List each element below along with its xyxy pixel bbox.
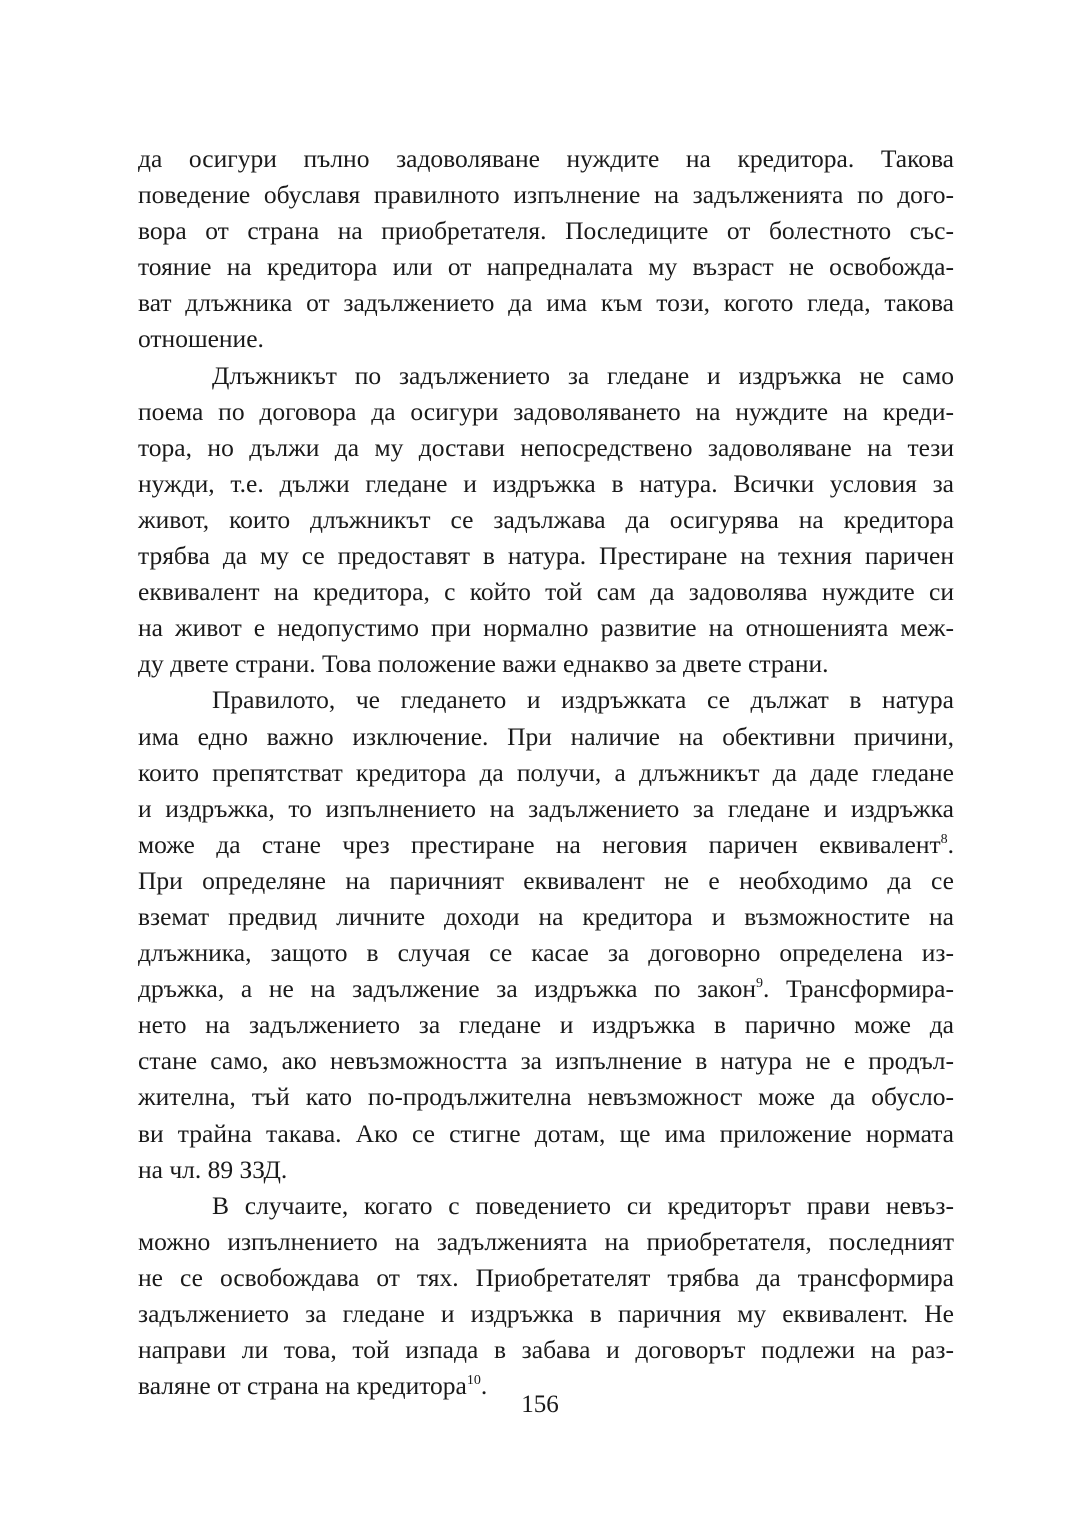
- text-segment: валяне от страна на кредитора: [138, 1371, 467, 1401]
- paragraph-3: [138, 682, 954, 1187]
- text-line: можно изпълнението на задълженията на приобретателя, последният: [138, 1226, 954, 1256]
- text-line: вземат предвид личните доходи на кредитора и възможностите на: [138, 901, 954, 931]
- footnote-ref-10[interactable]: 10: [466, 1373, 481, 1389]
- text-line: ват длъжника от задължението да има към този, когото гледа, такова: [138, 288, 954, 318]
- text-line: ви трайна такава. Ако се стигне дотам, ще има приложение нормата: [138, 1118, 954, 1148]
- text-segment: . Трансформира-: [763, 974, 954, 1004]
- text-segment: дръжка, а не на задължение за издръжка по закон: [138, 974, 757, 1004]
- page-number: 156: [521, 1391, 559, 1418]
- text-line: ду двете страни. Това положение важи еднакво за двете страни.: [138, 649, 829, 679]
- text-line: живот, които длъжникът се задължава да осигурява на кредитора: [138, 504, 954, 534]
- text-line: Длъжникът по задължението за гледане и издръжка не само: [212, 360, 954, 390]
- text-line: В случаите, когато с поведението си кредиторът прави невъз-: [212, 1190, 954, 1220]
- text-line-with-footnote: валяне от страна на кредитора$^{10}$.: [138, 1371, 488, 1401]
- text-line: При определяне на паричният еквивалент не е необходимо да се: [138, 865, 954, 895]
- text-line: Правилото, че гледането и издръжката се дължат в натура: [212, 685, 954, 715]
- page-body: [138, 141, 954, 1404]
- text-line: нето на задължението за гледане и издръжка в парично може да: [138, 1010, 954, 1040]
- text-line: тора, но дължи да му достави непосредствено задоволяване на тези: [138, 432, 954, 462]
- text-line: на живот е недопустимо при нормално развитие на отношенията меж-: [138, 613, 954, 643]
- text-line: не се освобождава от тях. Приобретателят трябва да трансформира: [138, 1262, 954, 1292]
- text-line: има едно важно изключение. При наличие на обективни причини,: [138, 721, 954, 751]
- text-line: стане само, ако невъзможността за изпълнение в натура не е продъл-: [138, 1046, 954, 1076]
- text-line: длъжника, защото в случая се касае за договорно определена из-: [138, 938, 954, 968]
- text-segment: може да стане чрез престиране на неговия паричен еквивалент: [138, 829, 941, 859]
- text-line: тояние на кредитора или от напредналата му възраст не освобожда-: [138, 252, 954, 282]
- text-line-with-footnote: [138, 971, 954, 1007]
- footnote-ref-8[interactable]: 8: [940, 831, 948, 847]
- paragraph-4: [138, 1188, 954, 1405]
- text-line: поведение обуславя правилното изпълнение на задълженията по дого-: [138, 180, 954, 210]
- paragraph-2: [138, 358, 954, 683]
- text-line: поема по договора да осигури задоволяването на нуждите на креди-: [138, 396, 954, 426]
- text-line: на чл. 89 ЗЗД.: [138, 1154, 288, 1184]
- text-line: нужди, т.е. дължи гледане и издръжка в натура. Всички условия за: [138, 468, 954, 498]
- text-line: които препятстват кредитора да получи, а длъжникът да даде гледане: [138, 757, 954, 787]
- text-line: направи ли това, той изпада в забава и договорът подлежи на раз-: [138, 1335, 954, 1365]
- paragraph-1: [138, 141, 954, 358]
- text-line-with-footnote: може да стане чрез престиране на неговия паричен еквивалент$^8$.: [138, 829, 954, 859]
- text-line: жителна, тъй като по-продължителна невъзможност може да обусло-: [138, 1082, 954, 1112]
- text-line: еквивалент на кредитора, с който той сам да задоволява нуждите си: [138, 577, 954, 607]
- text-line: трябва да му се предоставят в натура. Престиране на техния паричен: [138, 541, 954, 571]
- text-line: и издръжка, то изпълнението на задължението за гледане и издръжка: [138, 793, 954, 823]
- footnote-ref-9[interactable]: 9: [756, 976, 764, 992]
- text-line: задължението за гледане и издръжка в паричния му еквивалент. Не: [138, 1299, 954, 1328]
- text-line: отношение.: [138, 324, 264, 354]
- text-line: да осигури пълно задоволяване нуждите на кредитора. Такова: [138, 144, 954, 173]
- text-line: вора от страна на приобретателя. Последиците от болестното със-: [138, 216, 954, 246]
